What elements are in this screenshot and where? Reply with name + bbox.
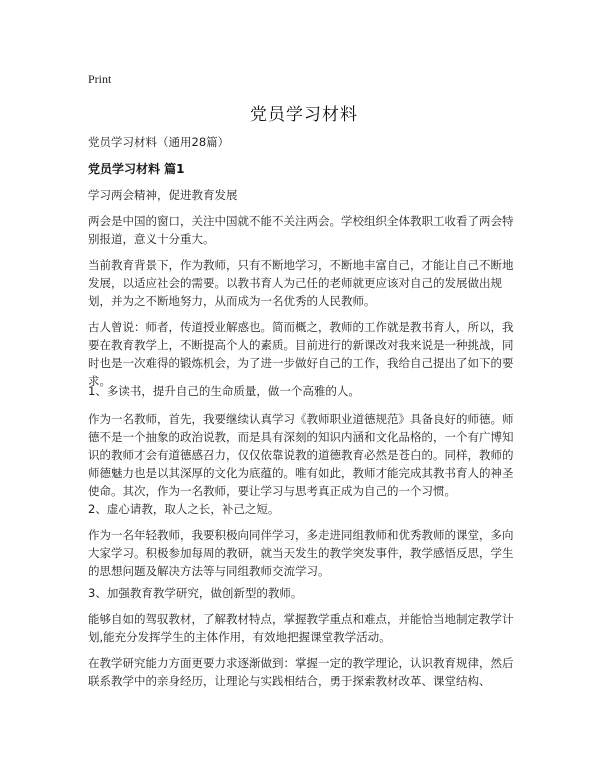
paragraph-1: 学习两会精神，促进教育发展	[88, 188, 238, 202]
paragraph-6: 作为一名年轻教师，我要积极向同伴学习，多走进同组教师和优秀教师的课堂，多向大家学习。积极参加每周的教研，就当天发生的教学突发事件，教学感悟反思，学生的思想问题及解决方法等与同组教师交流学习。	[88, 528, 514, 578]
paragraph-2: 两会是中国的窗口，关注中国就不能不关注两会。学校组织全体教职工收看了两会特别报道，意义十分重大。	[88, 214, 514, 246]
paragraph-5: 作为一名教师，首先，我要继续认真学习《教师职业道德规范》具备良好的师德。师德不是一个抽象的政治说教，而是具有深刻的知识内涵和文化品格的，一个有广博知识的教师才会有道德感召力，仅仅依靠说教的道德教育必然是苍白的。同样，教师的师德魅力也是以其深厚的文化为底蕴的。唯有如此，教师才能完成其教书育人的神圣使命。其次，作为一名教师，要让学习与思考真正成为自己的一个习惯。	[88, 412, 514, 498]
document-subtitle: 党员学习材料（通用28篇）	[88, 135, 230, 149]
paragraph-7: 能够自如的驾驭教材，了解教材特点，掌握教学重点和难点，并能恰当地制定教学计划,能充分发挥学生的主体作用，有效地把握课堂教学活动。	[88, 612, 514, 644]
document-title: 党员学习材料	[250, 105, 358, 125]
list-heading-3: 3、加强教育教学研究，做创新型的教师。	[88, 586, 303, 600]
paragraph-4: 古人曾说：师者，传道授业解惑也。简而概之，教师的工作就是教书育人，所以，我要在教育教学上，不断提高个人的素质。目前进行的新课改对我来说是一种挑战，同时也是一次难得的锻炼机会，为了进一步做好自己的工作，我给自己提出了如下的要求。	[88, 320, 514, 388]
section-heading: 党员学习材料 篇1	[88, 162, 185, 176]
paragraph-8: 在教学研究能力方面更要力求逐渐做到：掌握一定的教学理论，认识教育规律，然后联系教学中的亲身经历，让理论与实践相结合，勇于探索教材改革、课堂结构、	[88, 656, 514, 688]
print-link[interactable]: Print	[88, 72, 112, 86]
list-heading-1: 1、多读书，提升自己的生命质量，做一个高雅的人。	[88, 384, 360, 398]
list-heading-2: 2、虚心请教，取人之长，补己之短。	[88, 502, 280, 516]
paragraph-3: 当前教育背景下，作为教师，只有不断地学习，不断地丰富自己，才能让自己不断地发展，以适应社会的需要。以教书育人为己任的老师就更应该对自己的发展做出规划，并为之不断地努力，从而成为一名优秀的人民教师。	[88, 258, 514, 308]
